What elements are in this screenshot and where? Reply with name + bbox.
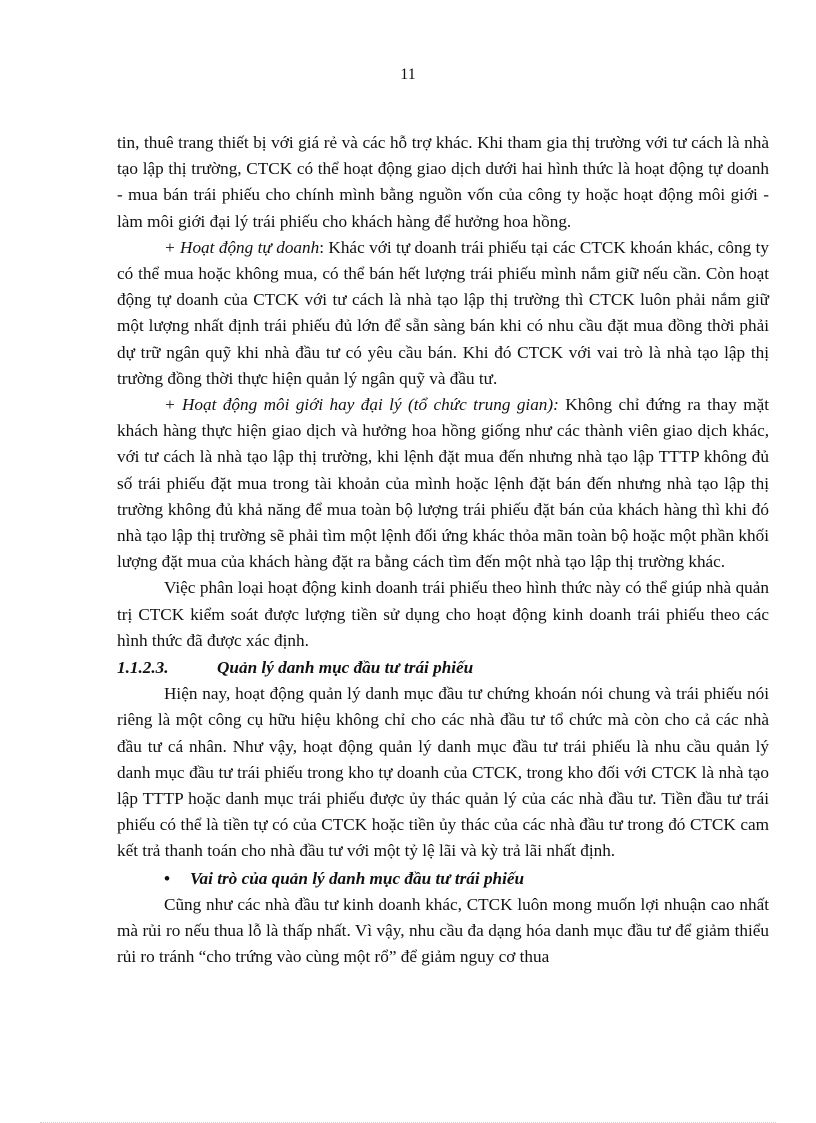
self-trading-body: : Khác với tự doanh trái phiếu tại các CTCK khoán khác, công ty có thể mua hoặc không mua, có thể bán hết lượng trái phiếu mình nắm giữ nếu cần. Còn hoạt động tự doanh của CTCK với tư cách là nhà tạo lập thị trường thì CTCK luôn phải nắm giữ một lượng nhất định trái phiếu đủ lớn để sẵn sàng bán khi có nhu cầu đặt mua đồng thời phải dự trữ ngân quỹ khi nhà đầu tư có yêu cầu bán. Khi đó CTCK với vai trò là nhà tạo lập thị trường đồng thời thực hiện quản lý ngân quỹ và đầu tư. bbox=[117, 237, 770, 388]
section-heading bbox=[117, 655, 769, 681]
page-number: 11 bbox=[400, 66, 416, 83]
section-number: 1.1.2.3. bbox=[117, 658, 169, 678]
paragraph-role: Cũng như các nhà đầu tư kinh doanh khác, CTCK luôn mong muốn lợi nhuận cao nhất mà rủi ro nếu thua lỗ là thấp nhất. Vì vậy, nhu cầu đa dạng hóa danh mục đầu tư để giảm thiểu rủi ro tránh “cho trứng vào cùng một rổ” để giảm nguy cơ thua bbox=[117, 894, 769, 967]
bullet-icon: • bbox=[164, 868, 171, 888]
document-body bbox=[117, 130, 769, 971]
paragraph-classification: Việc phân loại hoạt động kinh doanh trái phiếu theo hình thức này có thể giúp nhà quản trị CTCK kiểm soát được lượng tiền sử dụng cho hoạt động kinh doanh trái phiếu theo các hình thức đã được xác định. bbox=[117, 578, 769, 650]
paragraph-brokerage bbox=[117, 392, 769, 575]
paragraph-portfolio-management: Hiện nay, hoạt động quản lý danh mục đầu tư chứng khoán nói chung và trái phiếu nói riêng là một công cụ hữu hiệu không chỉ cho các nhà đầu tư tổ chức mà còn cho cả các nhà đầu tư cá nhân. Như vậy, hoạt động quản lý danh mục đầu tư trái phiếu là nhu cầu quản lý danh mục đầu tư trái phiếu trong kho tự doanh của CTCK, trong kho đối với CTCK là nhà tạo lập TTTP hoặc danh mục trái phiếu được ủy thác quản lý của các nhà đầu tư. Tiền đầu tư trái phiếu có thể là tiền tự có của CTCK hoặc tiền ủy thác của các nhà đầu tư trong đó CTCK cam kết trả thanh toán cho nhà đầu tư với một tỷ lệ lãi và kỳ trả lãi nhất định. bbox=[117, 684, 769, 861]
bullet-heading-title: Vai trò của quản lý danh mục đầu tư trái phiếu bbox=[190, 868, 525, 888]
brokerage-body: Không chỉ đứng ra thay mặt khách hàng thực hiện giao dịch và hưởng hoa hồng giống như các thành viên giao dịch khác, với tư cách là nhà tạo lập thị trường, khi lệnh đặt mua đến nhưng nhà tạo lập TTTP không đủ số trái phiếu đặt mua trong tài khoản của mình hoặc lệnh đặt bán đến nhưng nhà tạo lập thị trường không đủ khả năng để mua toàn bộ lượng trái phiếu đặt bán của khách hàng thì khi đó nhà tạo lập thị trường sẽ phải tìm một lệnh đối ứng khác thỏa mãn toàn bộ hoặc một phần khối lượng đặt mua của khách hàng đặt ra bằng cách tìm đến một nhà tạo lập thị trường khác. bbox=[117, 395, 769, 572]
bullet-heading bbox=[117, 866, 769, 892]
brokerage-lead: + Hoạt động môi giới hay đại lý (tổ chức trung gian): bbox=[164, 395, 559, 415]
paragraph-self-trading bbox=[117, 235, 769, 392]
self-trading-lead: + Hoạt động tự doanh bbox=[164, 237, 320, 257]
paragraph-1: tin, thuê trang thiết bị với giá rẻ và các hỗ trợ khác. Khi tham gia thị trường với tư cách là nhà tạo lập thị trường, CTCK có thể hoạt động giao dịch dưới hai hình thức là hoạt động tự doanh - mua bán trái phiếu cho chính mình bằng nguồn vốn của công ty hoặc hoạt động môi giới - làm môi giới đại lý trái phiếu cho khách hàng để hưởng hoa hồng. bbox=[117, 133, 769, 231]
section-title: Quản lý danh mục đầu tư trái phiếu bbox=[217, 658, 474, 678]
